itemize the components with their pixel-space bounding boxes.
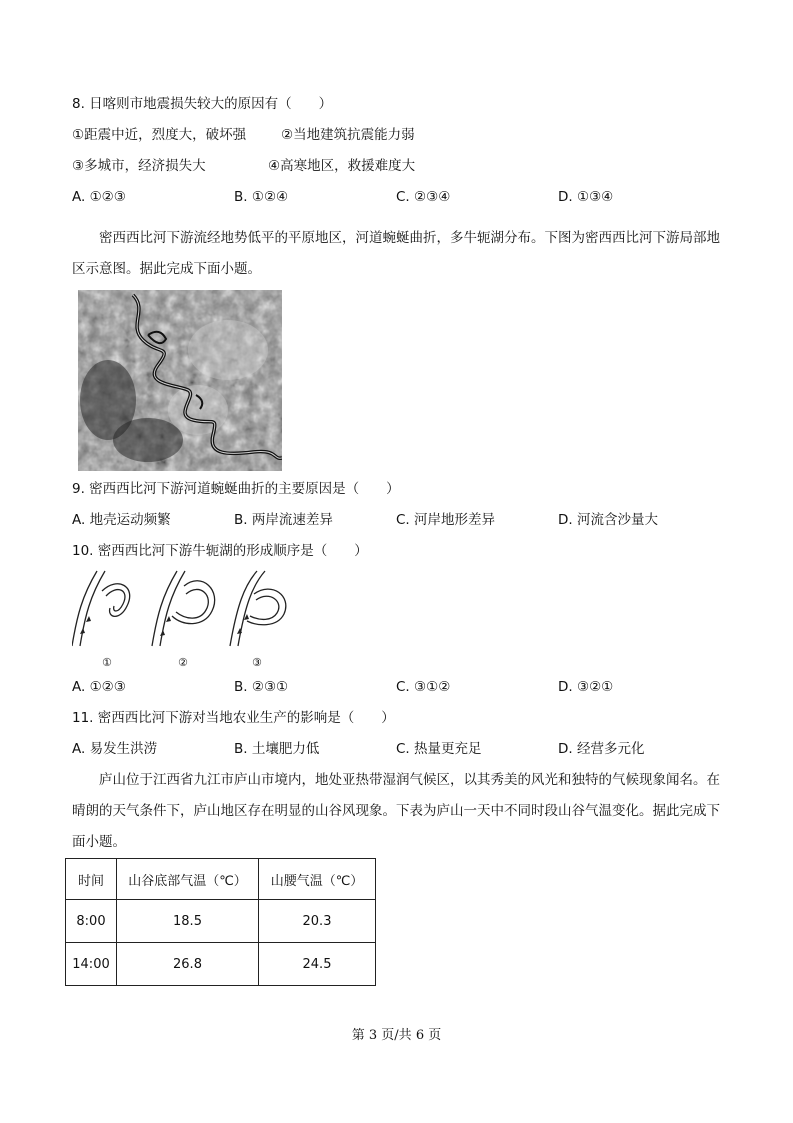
table-cell: 14:00	[66, 943, 117, 986]
q10-option-a[interactable]: A. ①②③	[72, 679, 126, 695]
temperature-table	[65, 858, 376, 986]
q8-statement-2: ②当地建筑抗震能力弱	[281, 127, 415, 143]
q8-option-d[interactable]: D. ①③④	[558, 189, 614, 205]
q9-stem: 9. 密西西比河下游河道蜿蜒曲折的主要原因是（ ）	[72, 481, 400, 497]
oxbow-lake-formation-diagram	[72, 566, 302, 652]
table-row	[66, 943, 376, 986]
q8-statement-3: ③多城市，经济损失大	[72, 158, 206, 174]
passage-lushan: 庐山位于江西省九江市庐山市境内，地处亚热带湿润气候区，以其秀美的风光和独特的气候现象闻名。在晴朗的天气条件下，庐山地区存在明显的山谷风现象。下表为庐山一天中不同时段山谷气温变化。据此完成下面小题。	[72, 772, 720, 850]
q11-option-c[interactable]: C. 热量更充足	[396, 741, 482, 757]
q10-option-d[interactable]: D. ③②①	[558, 679, 614, 695]
q11-option-a[interactable]: A. 易发生洪涝	[72, 741, 158, 757]
table-cell: 24.5	[259, 943, 376, 986]
table-header-cell: 山腰气温（℃）	[259, 859, 376, 900]
table-cell: 18.5	[117, 900, 259, 943]
q8-option-c[interactable]: C. ②③④	[396, 189, 451, 205]
q10-stem: 10. 密西西比河下游牛轭湖的形成顺序是（ ）	[72, 543, 368, 559]
table-header-cell: 时间	[66, 859, 117, 900]
table-cell: 26.8	[117, 943, 259, 986]
q8-stem: 8. 日喀则市地震损失较大的原因有（ ）	[72, 96, 333, 112]
q9-option-c[interactable]: C. 河岸地形差异	[396, 512, 496, 528]
q8-statement-1: ①距震中近，烈度大，破坏强	[72, 127, 247, 143]
q9-option-a[interactable]: A. 地壳运动频繁	[72, 512, 171, 528]
table-cell: 8:00	[66, 900, 117, 943]
figure-label-3: ③	[252, 656, 262, 669]
figure-label-1: ①	[102, 656, 112, 669]
table-cell: 20.3	[259, 900, 376, 943]
q11-option-b[interactable]: B. 土壤肥力低	[234, 741, 320, 757]
table-header-cell: 山谷底部气温（℃）	[117, 859, 259, 900]
passage-mississippi: 密西西比河下游流经地势低平的平原地区，河道蜿蜒曲折，多牛轭湖分布。下图为密西西比河下游局部地区示意图。据此完成下面小题。	[72, 230, 720, 277]
q8-option-a[interactable]: A. ①②③	[72, 189, 126, 205]
table-row	[66, 900, 376, 943]
q11-stem: 11. 密西西比河下游对当地农业生产的影响是（ ）	[72, 710, 395, 726]
q11-option-d[interactable]: D. 经营多元化	[558, 741, 645, 757]
q10-option-b[interactable]: B. ②③①	[234, 679, 289, 695]
q8-option-b[interactable]: B. ①②④	[234, 189, 289, 205]
page-footer: 第 3 页/共 6 页	[351, 1028, 442, 1043]
q9-option-b[interactable]: B. 两岸流速差异	[234, 512, 333, 528]
q9-option-d[interactable]: D. 河流含沙量大	[558, 512, 658, 528]
figure-label-2: ②	[178, 656, 188, 669]
table-header-row	[66, 859, 376, 900]
q8-statement-4: ④高寒地区，救援难度大	[268, 158, 416, 174]
mississippi-satellite-map	[78, 290, 282, 471]
q10-option-c[interactable]: C. ③①②	[396, 679, 451, 695]
